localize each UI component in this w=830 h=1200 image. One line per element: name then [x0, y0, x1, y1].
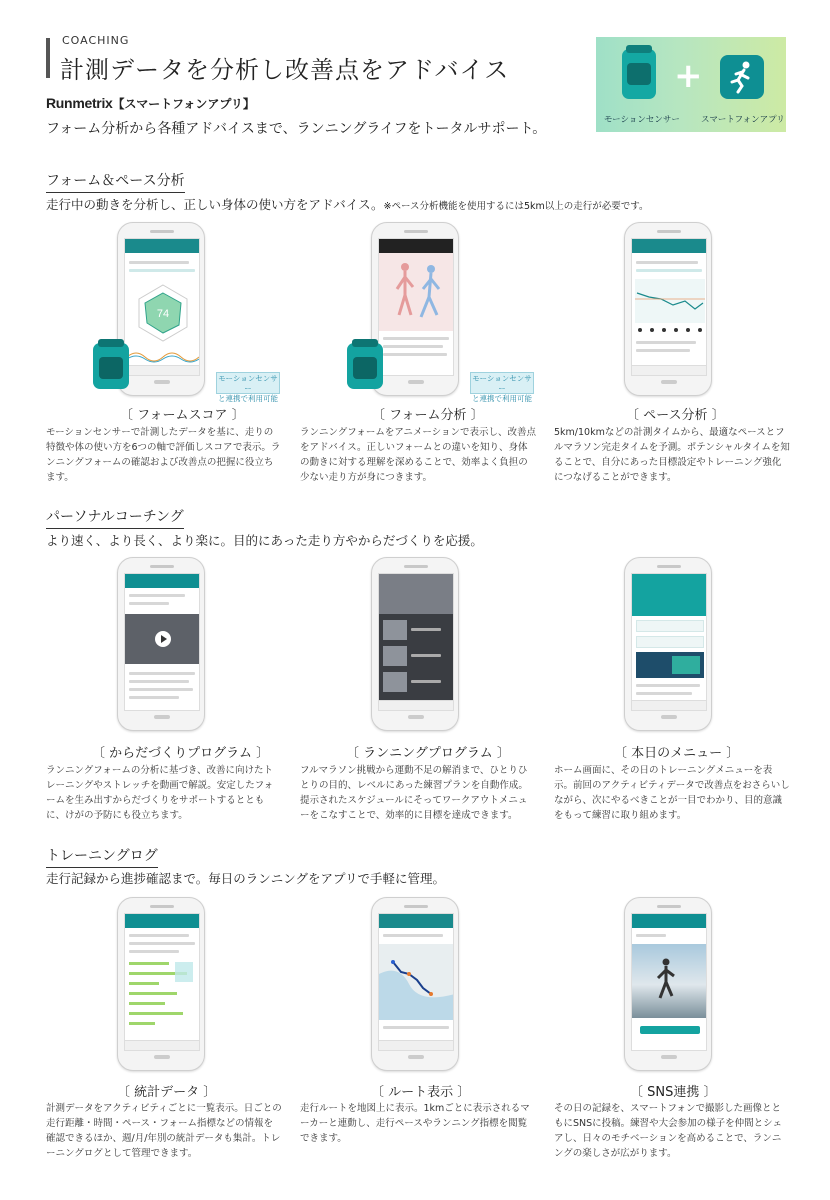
caption-title-statistics: 〔 統計データ 〕: [117, 1085, 217, 1100]
caption-body-route: 走行ルートを地図上に表示。1kmごとに表示されるマーカーと連動し、走行ペースやランニング指標を閲覧できます。: [300, 1103, 530, 1144]
screen-pace-analysis: [631, 238, 707, 376]
caption-body-body-program: ランニングフォームの分析に基づき、改善に向けたトレーニングやストレッチを動画で解説。安定したフォームを生み出すからだづくりをサポートするとともに、けがの予防にも役立ちます。: [46, 765, 274, 821]
screen-sns: [631, 913, 707, 1051]
caption-title-body-program: 〔 からだづくりプログラム 〕: [92, 746, 270, 761]
header-accent-bar: [46, 38, 50, 78]
sensor-label: モーションセンサー: [604, 115, 680, 125]
caption-title-sns: 〔 SNS連携 〕: [630, 1085, 717, 1100]
caption-body-todays-menu: ホーム画面に、その日のトレーニングメニューを表示。前回のアクティビティデータで改善点をおさらいしながら、次にやるべきことが一目でわかり、目的意識をもって練習に取り組めます。: [554, 765, 790, 821]
video-thumbnail: [125, 614, 200, 664]
section-desc-text: 走行中の動きを分析し、正しい身体の使い方をアドバイス。: [46, 197, 384, 212]
radar-chart: [135, 283, 191, 343]
section-note: ※ペース分析機能を使用するには5km以上の走行が必要です。: [383, 201, 649, 212]
app-label: スマートフォンアプリ: [701, 115, 785, 125]
motion-sensor-icon: [622, 49, 656, 99]
section-title-training-log: トレーニングログ: [46, 845, 158, 868]
screen-route: [378, 913, 454, 1051]
motion-sensor-device: [93, 343, 129, 389]
phone-statistics: [117, 897, 205, 1071]
section-title-personal-coaching: パーソナルコーチング: [46, 506, 184, 529]
screen-form-score: [124, 238, 200, 376]
screen-body-program: [124, 573, 200, 711]
caption-body-sns: その日の記録を、スマートフォンで撮影した画像とともにSNSに投稿。練習や大会参加の様子を仲間とシェアし、日々のモチベーションを高めることで、ランニングの楽しさが広がります。: [554, 1103, 782, 1159]
plus-sign: +: [674, 56, 703, 96]
page-title: 計測データを分析し改善点をアドバイス: [60, 56, 510, 84]
caption-body-form-score: モーションセンサーで計測したデータを基に、走りの特徴や体の使い方を6つの軸で評価しスコアで表示。ランニングフォームの確認および改善点の把握に役立ちます。: [46, 427, 281, 483]
section-desc-training-log: 走行記録から進捗確認まで。毎日のランニングをアプリで手軽に管理。: [46, 871, 446, 886]
route-map: [379, 944, 454, 1020]
sensor-required-badge: モーションセンサー と連携で利用可能: [472, 374, 532, 403]
section-desc-form-pace: [46, 195, 649, 213]
eyebrow-label: COACHING: [62, 34, 130, 47]
caption-title-running-program: 〔 ランニングプログラム 〕: [346, 746, 510, 761]
stats-bars: [129, 960, 197, 1034]
phone-form-score: [117, 222, 205, 396]
phone-todays-menu: [624, 557, 712, 731]
phone-body-program: [117, 557, 205, 731]
runner-app-icon: [720, 55, 764, 99]
caption-body-running-program: フルマラソン挑戦から運動不足の解消まで、ひとりひとりの目的、レベルにあった練習プランを自動作成。提示されたスケジュールにそってワークアウトメニューをこなすことで、効率的に目標を達成できます。: [300, 765, 528, 821]
phone-running-program: [371, 557, 459, 731]
pace-chart: [635, 279, 705, 323]
brand-tagline: フォーム分析から各種アドバイスまで、ランニングライフをトータルサポート。: [46, 121, 547, 137]
sns-photo: [632, 944, 707, 1018]
caption-body-pace-analysis: 5km/10kmなどの計測タイムから、最適なペースとフルマラソン完走タイムを予測。ポテンシャルタイムを知ることで、自分にあった目標設定やトレーニング強化につなげることができます。: [554, 427, 790, 483]
section-desc-personal-coaching: より速く、より長く、より楽に。目的にあった走り方やからだづくりを応援。: [46, 533, 483, 548]
sensor-required-badge: モーションセンサー と連携で利用可能: [218, 374, 278, 403]
caption-title-todays-menu: 〔 本日のメニュー 〕: [614, 746, 740, 761]
caption-body-form-analysis: ランニングフォームをアニメーションで表示し、改善点をアドバイス。正しいフォームとの違いを知り、身体の動きに対する理解を深めることで、効率よく負担の少ない走り方が身につきます。: [300, 427, 536, 483]
runner-figure: [385, 259, 449, 329]
section-title-form-pace: フォーム＆ペース分析: [46, 170, 185, 193]
brand-row: [46, 95, 255, 112]
caption-body-statistics: 計測データをアクティビティごとに一覧表示。日ごとの走行距離・時間・ペース・フォーム指標などの情報を確認できるほか、週/月/年別の統計データも集計。トレーニングログとして管理できます。: [46, 1103, 282, 1159]
phone-sns: [624, 897, 712, 1071]
caption-title-pace-analysis: 〔 ペース分析 〕: [626, 408, 725, 423]
hero-banner: [596, 37, 786, 132]
phone-route: [371, 897, 459, 1071]
phone-form-analysis: [371, 222, 459, 396]
screen-statistics: [124, 913, 200, 1051]
svg-text:74: 74: [156, 308, 170, 320]
caption-title-form-analysis: 〔 フォーム分析 〕: [372, 408, 484, 423]
caption-title-route: 〔 ルート表示 〕: [371, 1085, 471, 1100]
caption-title-form-score: 〔 フォームスコア 〕: [120, 408, 245, 423]
brand-name: Runmetrix: [46, 95, 113, 111]
phone-pace-analysis: [624, 222, 712, 396]
screen-todays-menu: [631, 573, 707, 711]
screen-form-analysis: [378, 238, 454, 376]
wave-chart: [127, 347, 199, 365]
motion-sensor-device: [347, 343, 383, 389]
screen-running-program: [378, 573, 454, 711]
brand-subtitle: 【スマートフォンアプリ】: [112, 97, 255, 111]
lap-dots: [636, 327, 704, 333]
